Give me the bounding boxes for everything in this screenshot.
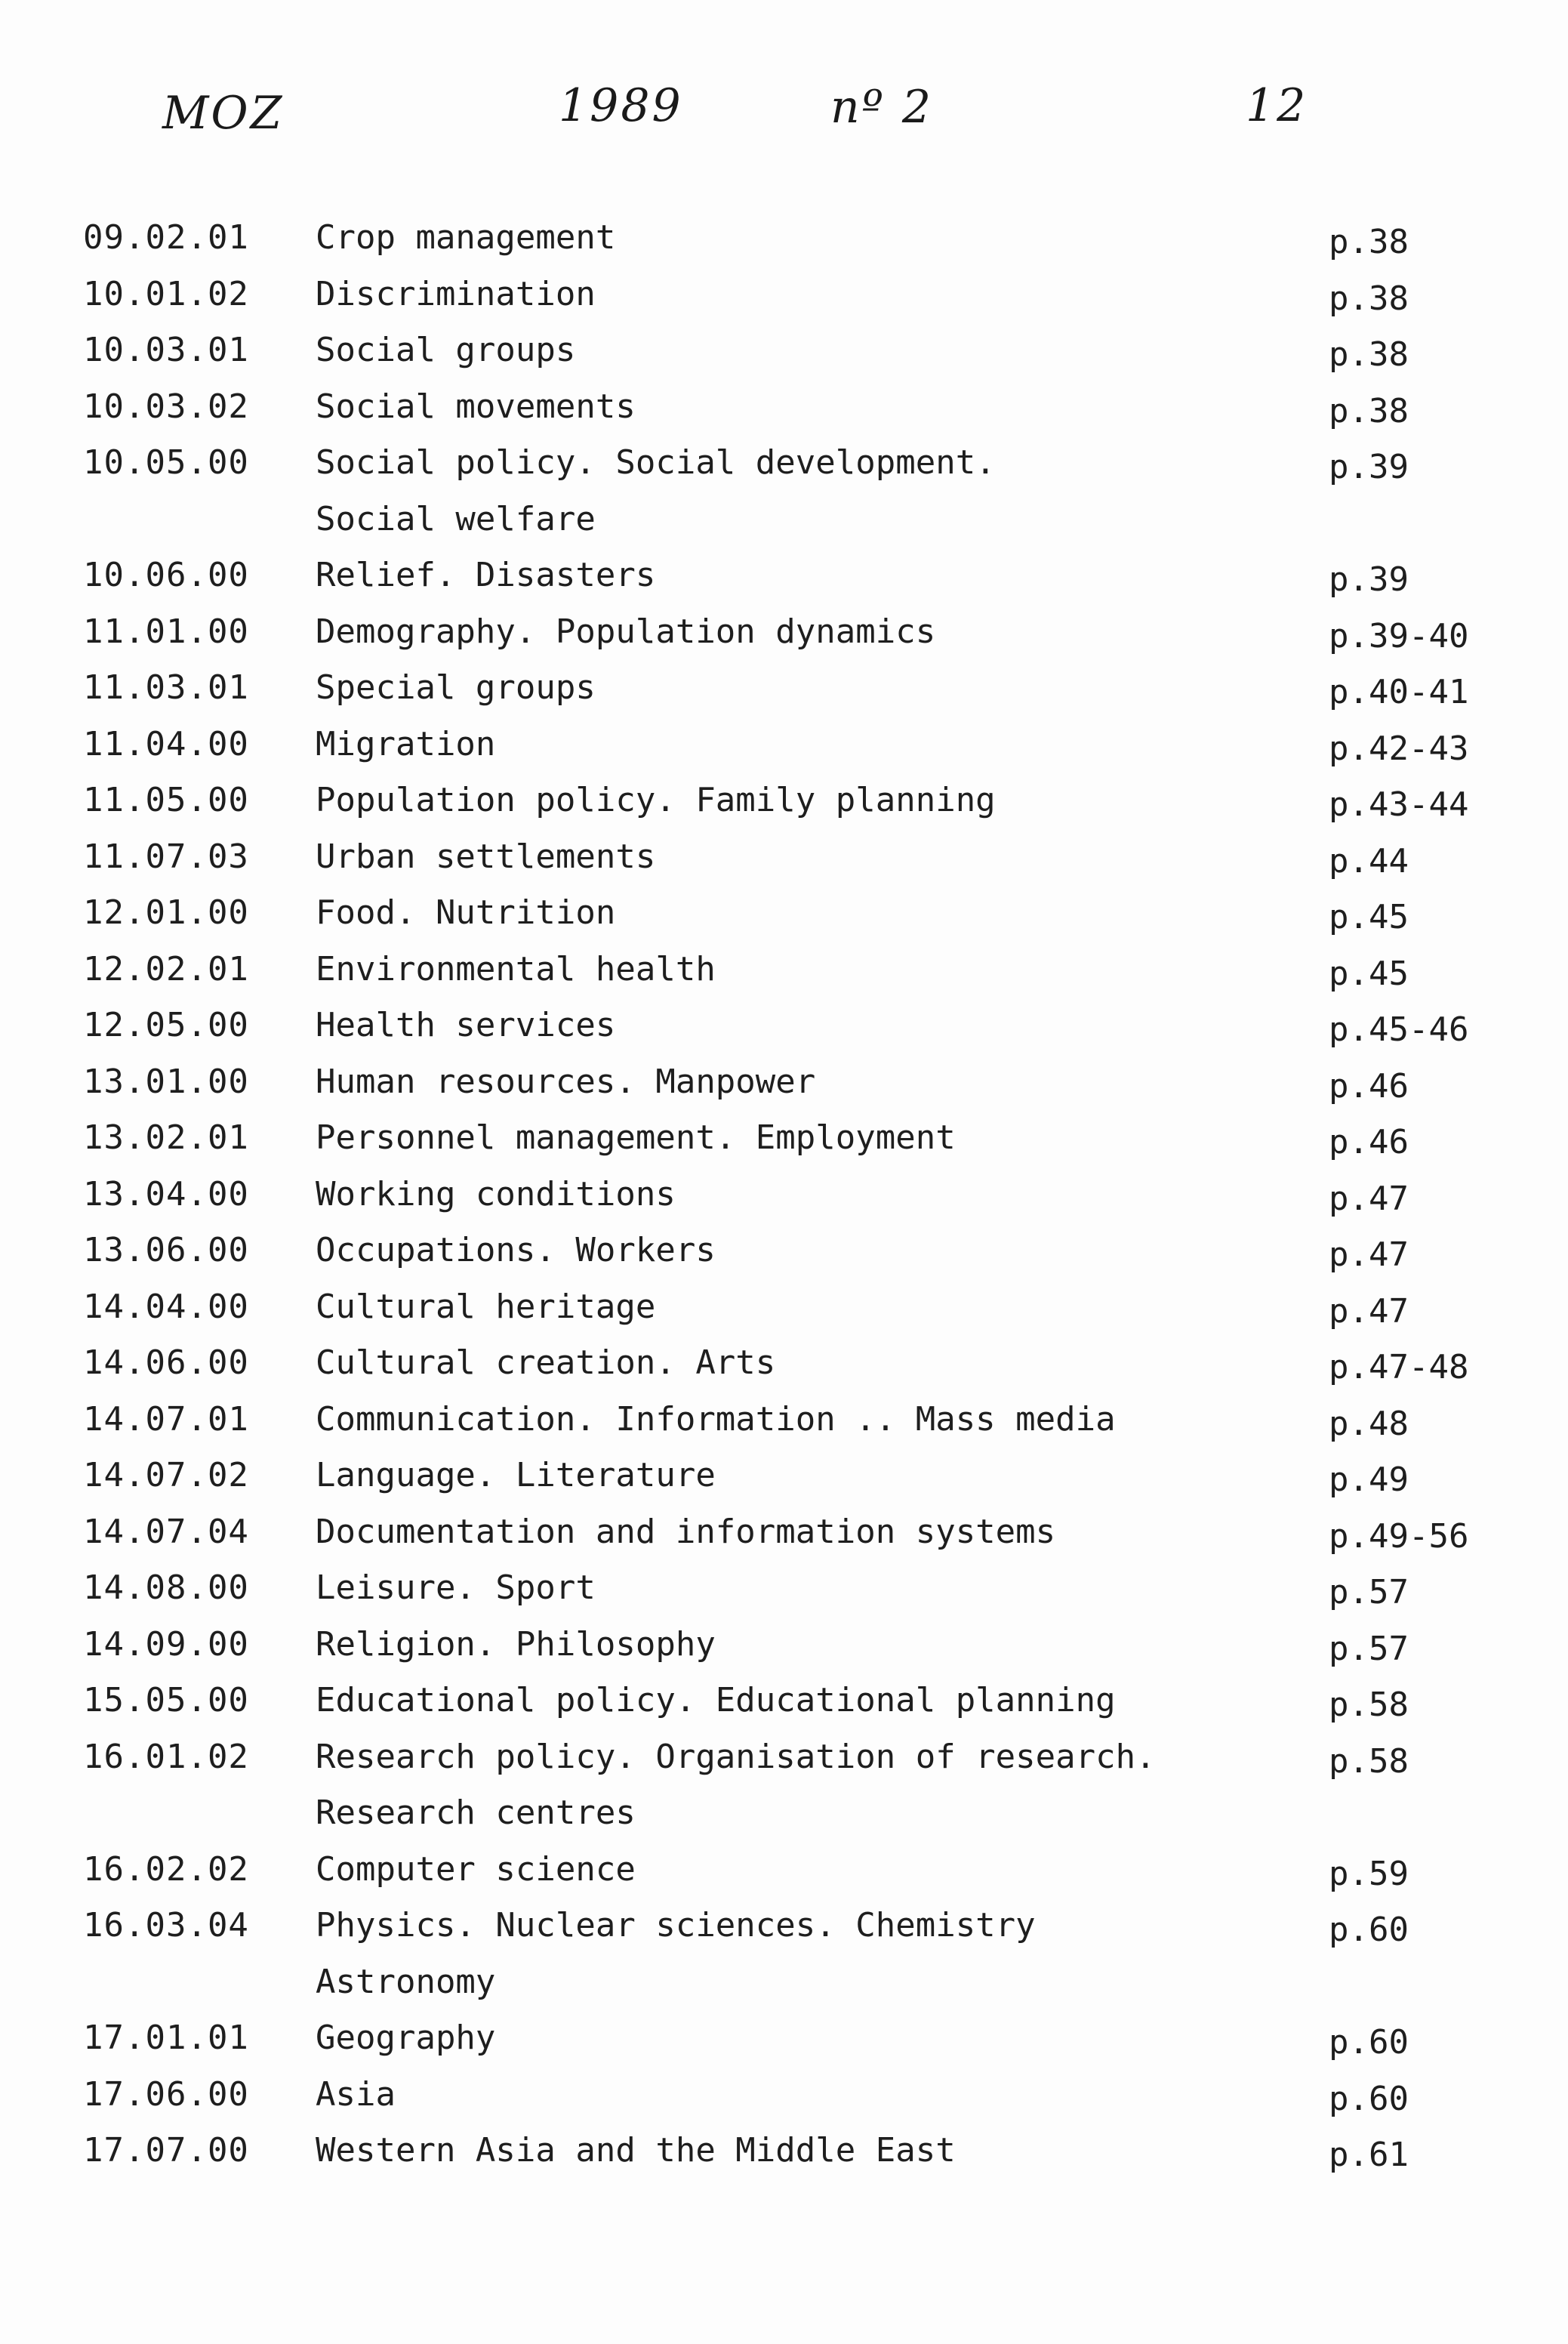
- toc-line: [0, 1903, 1568, 1960]
- handwritten-header: [0, 72, 1568, 147]
- toc-page-ref: p.38: [1329, 391, 1409, 430]
- toc-title: Population policy. Family planning: [316, 781, 996, 819]
- toc-page-ref: p.39-40: [1329, 616, 1469, 655]
- toc-title: Language. Literature: [316, 1456, 716, 1494]
- toc-title: Discrimination: [316, 274, 596, 313]
- toc-entry: [0, 722, 1568, 779]
- toc-title-continuation: Astronomy: [316, 1962, 496, 2001]
- toc-title: Environmental health: [316, 949, 716, 988]
- toc-line: [0, 722, 1568, 779]
- toc-line: [0, 1510, 1568, 1566]
- toc-code: 13.04.00: [83, 1174, 249, 1214]
- toc-code: 10.03.02: [83, 387, 249, 426]
- toc-entry: [0, 1285, 1568, 1341]
- toc-entry: [0, 2016, 1568, 2072]
- toc-code: 10.06.00: [83, 556, 249, 594]
- toc-title: Research policy. Organisation of research.: [316, 1737, 1156, 1776]
- toc-entry: [0, 2128, 1568, 2185]
- toc-title: Working conditions: [316, 1174, 676, 1214]
- toc-line: [0, 1453, 1568, 1510]
- table-of-contents: [0, 215, 1568, 2185]
- handwritten-page-number: 12: [1246, 79, 1308, 132]
- toc-page-ref: p.38: [1329, 223, 1409, 261]
- toc-page-ref: p.38: [1329, 279, 1409, 318]
- toc-code: 16.01.02: [83, 1737, 249, 1776]
- toc-title: Special groups: [316, 668, 596, 707]
- toc-page-ref: p.47: [1329, 1179, 1409, 1218]
- toc-line: [0, 2072, 1568, 2129]
- toc-entry: [0, 1340, 1568, 1397]
- toc-title: Urban settlements: [316, 837, 656, 876]
- toc-code: 13.02.01: [83, 1118, 249, 1157]
- toc-entry: [0, 1172, 1568, 1229]
- toc-page-ref: p.42-43: [1329, 729, 1469, 768]
- toc-code: 17.06.00: [83, 2074, 249, 2114]
- toc-title: Crop management: [316, 218, 616, 257]
- toc-line: [0, 778, 1568, 834]
- toc-title: Social groups: [316, 331, 576, 369]
- toc-line: [0, 1003, 1568, 1059]
- toc-title: Demography. Population dynamics: [316, 612, 936, 651]
- toc-code: 13.06.00: [83, 1231, 249, 1269]
- toc-title: Religion. Philosophy: [316, 1624, 716, 1664]
- toc-line: [0, 440, 1568, 497]
- toc-page-ref: p.39: [1329, 560, 1409, 599]
- toc-line: [0, 665, 1568, 722]
- toc-entry: [0, 1678, 1568, 1735]
- toc-entry: [0, 440, 1568, 553]
- toc-page-ref: p.58: [1329, 1741, 1409, 1781]
- toc-page-ref: p.43-44: [1329, 785, 1469, 824]
- toc-code: 10.05.00: [83, 443, 249, 482]
- toc-entry: [0, 834, 1568, 891]
- toc-title-continuation: Social welfare: [316, 499, 596, 538]
- toc-code: 11.07.03: [83, 837, 249, 876]
- handwritten-issue-number: nº 2: [830, 81, 934, 134]
- toc-line: [0, 384, 1568, 441]
- toc-code: 11.04.00: [83, 724, 249, 763]
- toc-page-ref: p.49-56: [1329, 1516, 1469, 1556]
- toc-entry: [0, 1847, 1568, 1904]
- toc-title: Physics. Nuclear sciences. Chemistry: [316, 1906, 1036, 1945]
- toc-line: [0, 215, 1568, 272]
- toc-title: Geography: [316, 2019, 496, 2057]
- toc-line: [0, 2128, 1568, 2185]
- toc-entry: [0, 1453, 1568, 1510]
- toc-page-ref: p.46: [1329, 1066, 1409, 1106]
- toc-line: [0, 1228, 1568, 1285]
- toc-title: Health services: [316, 1006, 616, 1044]
- toc-code: 13.01.00: [83, 1062, 249, 1101]
- toc-line: [0, 272, 1568, 328]
- toc-page-ref: p.59: [1329, 1854, 1409, 1893]
- toc-title: Educational policy. Educational planning: [316, 1681, 1116, 1719]
- toc-entry: [0, 890, 1568, 947]
- toc-code: 09.02.01: [83, 218, 249, 257]
- toc-code: 15.05.00: [83, 1681, 249, 1719]
- toc-code: 14.06.00: [83, 1343, 249, 1382]
- toc-line: [0, 834, 1568, 891]
- toc-title: Communication. Information .. Mass media: [316, 1399, 1116, 1439]
- toc-page-ref: p.58: [1329, 1686, 1409, 1724]
- toc-page-ref: p.46: [1329, 1123, 1409, 1161]
- toc-code: 11.05.00: [83, 781, 249, 819]
- toc-entry: [0, 384, 1568, 441]
- toc-title: Human resources. Manpower: [316, 1062, 816, 1101]
- toc-entry: [0, 1059, 1568, 1116]
- toc-entry: [0, 1735, 1568, 1847]
- toc-entry: [0, 328, 1568, 384]
- toc-entry: [0, 1115, 1568, 1172]
- toc-page-ref: p.40-41: [1329, 673, 1469, 711]
- toc-line-continuation: [0, 1960, 1568, 2016]
- toc-title: Food. Nutrition: [316, 893, 616, 932]
- toc-entry: [0, 553, 1568, 609]
- toc-entry: [0, 2072, 1568, 2129]
- toc-page-ref: p.57: [1329, 1573, 1409, 1612]
- toc-code: 14.07.04: [83, 1512, 249, 1551]
- toc-code: 14.07.01: [83, 1399, 249, 1439]
- toc-line: [0, 1285, 1568, 1341]
- toc-line: [0, 553, 1568, 609]
- toc-code: 12.05.00: [83, 1006, 249, 1044]
- toc-title: Cultural heritage: [316, 1287, 656, 1326]
- toc-line: [0, 1397, 1568, 1454]
- toc-code: 11.03.01: [83, 668, 249, 707]
- toc-code: 10.01.02: [83, 274, 249, 313]
- toc-page-ref: p.45-46: [1329, 1010, 1469, 1049]
- toc-line: [0, 2016, 1568, 2072]
- toc-line: [0, 1340, 1568, 1397]
- toc-page-ref: p.47-48: [1329, 1348, 1469, 1386]
- toc-page-ref: p.47: [1329, 1291, 1409, 1331]
- toc-title: Asia: [316, 2074, 396, 2114]
- toc-entry: [0, 1397, 1568, 1454]
- toc-title: Migration: [316, 724, 496, 763]
- toc-page-ref: p.61: [1329, 2136, 1409, 2174]
- toc-entry: [0, 947, 1568, 1004]
- toc-entry: [0, 1228, 1568, 1285]
- toc-code: 14.08.00: [83, 1568, 249, 1607]
- toc-code: 17.07.00: [83, 2131, 249, 2170]
- toc-line: [0, 1847, 1568, 1904]
- toc-code: 17.01.01: [83, 2019, 249, 2057]
- toc-line-continuation: [0, 497, 1568, 554]
- toc-code: 14.09.00: [83, 1624, 249, 1664]
- toc-code: 10.03.01: [83, 331, 249, 369]
- toc-entry: [0, 1510, 1568, 1566]
- toc-title: Leisure. Sport: [316, 1568, 596, 1607]
- toc-title: Cultural creation. Arts: [316, 1343, 776, 1382]
- toc-page-ref: p.38: [1329, 335, 1409, 374]
- toc-title: Western Asia and the Middle East: [316, 2131, 956, 2170]
- toc-title: Personnel management. Employment: [316, 1118, 956, 1157]
- toc-entry: [0, 1003, 1568, 1059]
- toc-code: 12.01.00: [83, 893, 249, 932]
- toc-entry: [0, 272, 1568, 328]
- toc-code: 14.04.00: [83, 1287, 249, 1326]
- toc-line: [0, 890, 1568, 947]
- toc-title: Computer science: [316, 1849, 636, 1889]
- toc-entry: [0, 609, 1568, 666]
- toc-page-ref: p.60: [1329, 2079, 1409, 2118]
- toc-title: Relief. Disasters: [316, 556, 656, 594]
- toc-entry: [0, 215, 1568, 272]
- toc-page-ref: p.47: [1329, 1235, 1409, 1274]
- toc-page-ref: p.44: [1329, 841, 1409, 881]
- toc-page-ref: p.60: [1329, 2023, 1409, 2062]
- toc-code: 12.02.01: [83, 949, 249, 988]
- toc-page-ref: p.60: [1329, 1911, 1409, 1949]
- toc-entry: [0, 1903, 1568, 2016]
- toc-code: 16.02.02: [83, 1849, 249, 1889]
- toc-line: [0, 1735, 1568, 1791]
- toc-page-ref: p.39: [1329, 448, 1409, 486]
- toc-line: [0, 947, 1568, 1004]
- toc-entry: [0, 778, 1568, 834]
- toc-line: [0, 1622, 1568, 1679]
- toc-page-ref: p.48: [1329, 1404, 1409, 1443]
- toc-line: [0, 1565, 1568, 1622]
- toc-line: [0, 1115, 1568, 1172]
- toc-code: 14.07.02: [83, 1456, 249, 1494]
- toc-entry: [0, 1622, 1568, 1679]
- toc-title: Social policy. Social development.: [316, 443, 996, 482]
- toc-line: [0, 1059, 1568, 1116]
- toc-title: Social movements: [316, 387, 636, 426]
- toc-page-ref: p.45: [1329, 954, 1409, 993]
- toc-code: 16.03.04: [83, 1906, 249, 1945]
- toc-code: 11.01.00: [83, 612, 249, 651]
- toc-title-continuation: Research centres: [316, 1793, 636, 1832]
- toc-line-continuation: [0, 1790, 1568, 1847]
- toc-page-ref: p.45: [1329, 898, 1409, 936]
- toc-entry: [0, 665, 1568, 722]
- toc-page-ref: p.57: [1329, 1629, 1409, 1668]
- toc-line: [0, 1678, 1568, 1735]
- toc-line: [0, 328, 1568, 384]
- toc-page-ref: p.49: [1329, 1460, 1409, 1499]
- toc-line: [0, 609, 1568, 666]
- handwritten-year: 1989: [559, 79, 683, 132]
- toc-entry: [0, 1565, 1568, 1622]
- toc-line: [0, 1172, 1568, 1229]
- handwritten-document-code: MOZ: [162, 87, 285, 140]
- toc-title: Documentation and information systems: [316, 1512, 1056, 1551]
- toc-title: Occupations. Workers: [316, 1231, 716, 1269]
